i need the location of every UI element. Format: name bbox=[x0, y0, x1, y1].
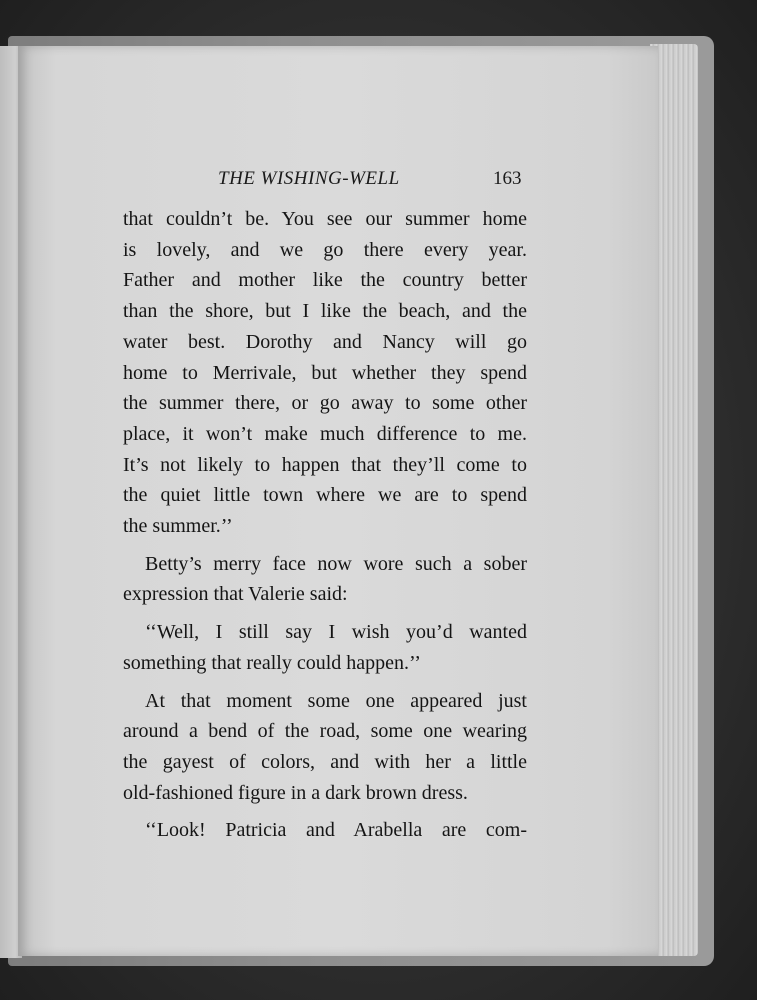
body-text bbox=[123, 204, 527, 846]
text-line: ‘‘Well, I still say I wish you’d wanted bbox=[145, 621, 527, 644]
paragraph bbox=[123, 617, 527, 678]
text-line: Father and mother like the country better bbox=[123, 269, 527, 292]
text-line: the quiet little town where we are to spend bbox=[123, 484, 527, 507]
text-line: that couldn’t be. You see our summer home bbox=[123, 208, 527, 230]
text-line: something that really could happen.’’ bbox=[123, 651, 421, 674]
text-line: Betty’s merry face now wore such a sober bbox=[145, 552, 527, 575]
text-line: water best. Dorothy and Nancy will go bbox=[123, 330, 527, 353]
paragraph bbox=[123, 549, 527, 610]
text-line: around a bend of the road, some one wearing bbox=[123, 720, 527, 743]
text-line: It’s not likely to happen that they’ll come to bbox=[123, 453, 527, 476]
text-line: the summer there, or go away to some other bbox=[123, 392, 527, 415]
text-line: At that moment some one appeared just bbox=[145, 689, 527, 712]
paragraph bbox=[123, 204, 527, 542]
text-line: is lovely, and we go there every year. bbox=[123, 238, 527, 261]
text-line: than the shore, but I like the beach, and the bbox=[123, 300, 527, 323]
running-head-title: THE WISHING-WELL bbox=[218, 168, 400, 189]
text-line: the gayest of colors, and with her a little bbox=[123, 750, 527, 773]
paragraph bbox=[123, 815, 527, 846]
text-line: place, it won’t make much difference to me. bbox=[123, 422, 527, 445]
page-number: 163 bbox=[493, 168, 522, 189]
paragraph bbox=[123, 686, 527, 809]
text-line: old-fashioned figure in a dark brown dress. bbox=[123, 781, 468, 804]
text-line: expression that Valerie said: bbox=[123, 583, 348, 606]
text-line: ‘‘Look! Patricia and Arabella are com- bbox=[145, 819, 527, 842]
text-line: home to Merrivale, but whether they spend bbox=[123, 361, 527, 384]
text-line: the summer.’’ bbox=[123, 515, 233, 538]
